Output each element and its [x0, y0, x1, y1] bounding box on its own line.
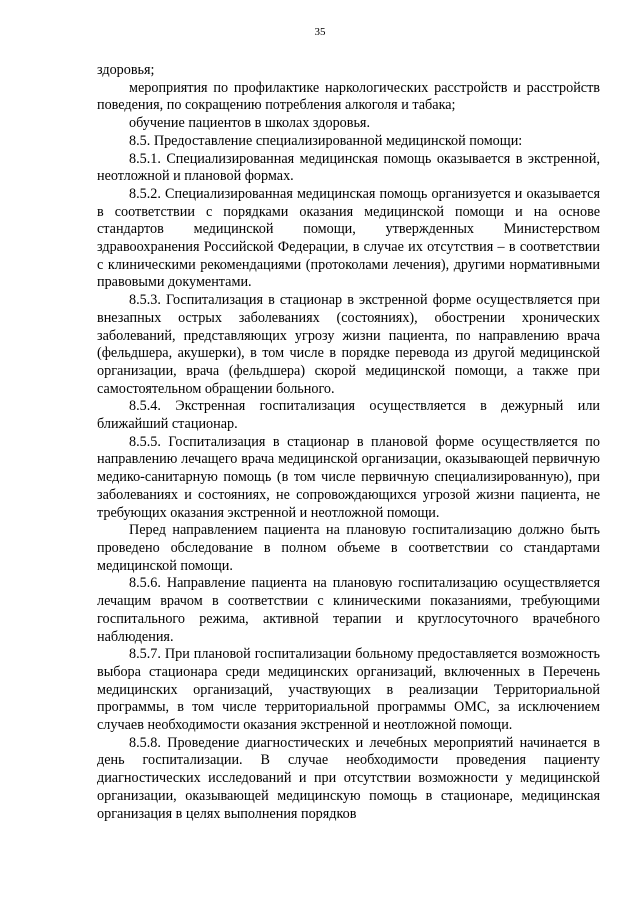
paragraph: 8.5.4. Экстренная госпитализация осуществляется в дежурный или ближайший стационар.: [97, 398, 600, 433]
paragraph: 8.5.7. При плановой госпитализации больному предоставляется возможность выбора стационара среди медицинских организаций, включенных в Перечень медицинских организаций, участвующих в реализации Территориальной программы, в том числе территориальной программы ОМС, за исключением случаев необходимости оказания экстренной и неотложной помощи.: [97, 646, 600, 734]
paragraph: 8.5.6. Направление пациента на плановую госпитализацию осуществляется лечащим врачом в соответствии с клиническими показаниями, требующими госпитального режима, активной терапии и круглосуточного врачебного наблюдения.: [97, 575, 600, 645]
paragraph: 8.5.1. Специализированная медицинская помощь оказывается в экстренной, неотложной и плановой формах.: [97, 150, 600, 185]
paragraph: 8.5.2. Специализированная медицинская помощь организуется и оказывается в соответствии с порядками оказания медицинской помощи и на основе стандартов медицинской помощи, утвержденных Министерством здравоохранения Российской Федерации, в случае их отсутствия – в соответствии с клиническими рекомендациями (протоколами лечения), другими нормативными правовыми документами.: [97, 185, 600, 291]
document-body: [97, 62, 600, 823]
paragraph: 8.5.8. Проведение диагностических и лечебных мероприятий начинается в день госпитализации. В случае необходимости проведения пациенту диагностических исследований и при отсутствии возможности у медицинской организации, оказывающей медицинскую помощь в стационаре, медицинская организация в целях выполнения порядков: [97, 734, 600, 822]
paragraph: обучение пациентов в школах здоровья.: [129, 115, 370, 132]
paragraph: 8.5.3. Госпитализация в стационар в экстренной форме осуществляется при внезапных острых заболеваниях (состояниях), обострении хронических заболеваний, представляющих угрозу жизни пациента, по направлению врача (фельдшера, акушерки), в том числе в порядке перевода из другой медицинской организации, врача (фельдшера) скорой медицинской помощи, а также при самостоятельном обращении больного.: [97, 292, 600, 397]
page-number: 35: [314, 26, 326, 38]
paragraph: Перед направлением пациента на плановую госпитализацию должно быть проведено обследование в полном объеме в соответствии со стандартами медицинской помощи.: [97, 522, 600, 574]
paragraph: здоровья;: [97, 62, 155, 78]
section-heading: 8.5. Предоставление специализированной медицинской помощи:: [129, 132, 523, 149]
paragraph: мероприятия по профилактике наркологических расстройств и расстройств поведения, по сокращению потребления алкоголя и табака;: [97, 79, 600, 114]
paragraph: 8.5.5. Госпитализация в стационар в плановой форме осуществляется по направлению лечащего врача медицинской организации, оказывающей первичную медико-санитарную помощь (в том числе первичную специализированную), при заболеваниях и состояниях, не сопровождающихся угрозой жизни пациента, не требующих оказания экстренной и неотложной помощи.: [97, 433, 600, 521]
